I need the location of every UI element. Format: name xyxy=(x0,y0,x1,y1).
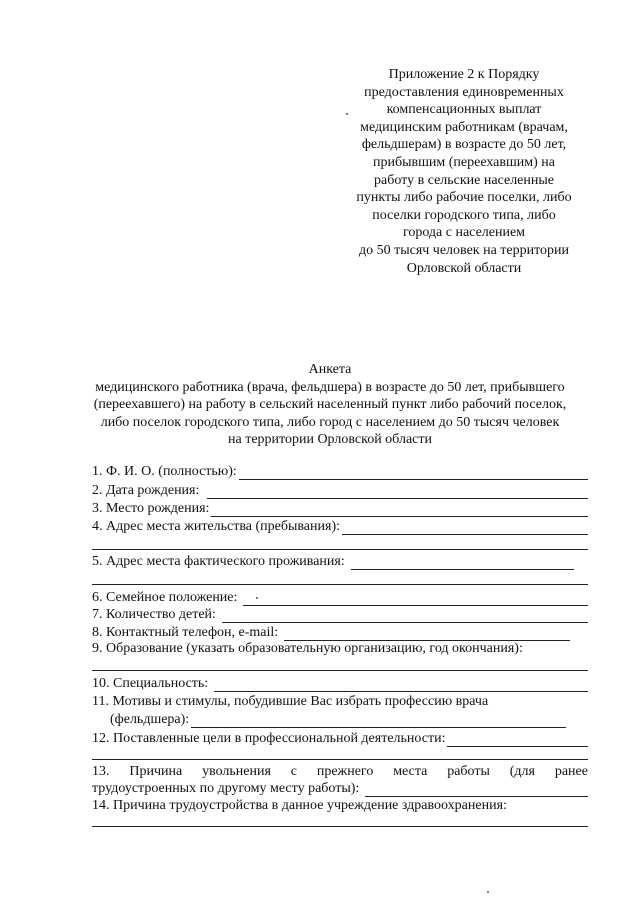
field-employment-reason-label: 14. Причина трудоустройства в данное учреждение здравоохранения: xyxy=(92,798,507,813)
fill-line[interactable] xyxy=(342,521,588,535)
fill-line[interactable] xyxy=(284,627,570,641)
field-label: 6. Семейное положение: xyxy=(92,590,238,605)
field-label: 2. Дата рождения: xyxy=(92,483,200,498)
fill-line[interactable] xyxy=(191,714,566,728)
field-motives-label: 11. Мотивы и стимулы, побудившие Вас избрать профессию врача xyxy=(92,694,489,709)
field-children-count[interactable] xyxy=(92,606,588,623)
field-label: 8. Контактный телефон, e-mail: xyxy=(92,625,279,640)
field-dismissal-reason[interactable] xyxy=(92,780,588,797)
form-title-line: либо поселок городского типа, либо город с населением до 50 тысяч человек xyxy=(100,414,560,430)
appendix-line: работу в сельские населенные xyxy=(374,172,554,188)
fill-line[interactable] xyxy=(92,759,588,760)
field-motives[interactable] xyxy=(110,711,566,728)
appendix-line: поселки городского типа, либо xyxy=(372,207,556,223)
appendix-line: компенсационных выплат xyxy=(386,102,542,118)
appendix-line: предоставления единовременных xyxy=(364,84,564,100)
fill-line[interactable] xyxy=(92,670,588,671)
form-title-heading: Анкета xyxy=(308,362,352,377)
fill-line[interactable] xyxy=(351,556,574,570)
label-word: ранее xyxy=(554,764,588,779)
field-dismissal-reason-label xyxy=(92,764,588,780)
fill-line[interactable] xyxy=(211,503,588,517)
field-birth-place[interactable] xyxy=(92,500,588,517)
label-word: Причина xyxy=(129,764,183,779)
field-label: 4. Адрес места жительства (пребывания): xyxy=(92,519,341,534)
fill-line[interactable] xyxy=(92,549,588,550)
label-word: 13. xyxy=(92,764,110,779)
scan-speck xyxy=(487,891,489,893)
fill-line[interactable] xyxy=(214,678,588,692)
fill-line[interactable] xyxy=(92,826,588,827)
fill-line[interactable] xyxy=(222,609,588,623)
label-word: увольнения xyxy=(202,764,271,779)
field-label: 1. Ф. И. О. (полностью): xyxy=(92,464,237,479)
label-word: места xyxy=(393,764,428,779)
fill-line[interactable] xyxy=(447,733,588,747)
field-contact-phone[interactable] xyxy=(92,624,588,641)
fill-line[interactable] xyxy=(207,485,588,499)
field-label: (фельдшера): xyxy=(110,712,190,727)
field-full-name[interactable] xyxy=(92,463,588,480)
fill-line[interactable] xyxy=(365,783,588,797)
field-education-label: 9. Образование (указать образовательную организацию, год окончания): xyxy=(92,641,523,656)
fill-line[interactable] xyxy=(243,592,588,606)
field-label: 12. Поставленные цели в профессиональной деятельности: xyxy=(92,731,446,746)
scan-speck xyxy=(256,597,258,599)
field-specialty[interactable] xyxy=(92,675,588,692)
field-professional-goals[interactable] xyxy=(92,730,588,747)
appendix-line: прибывшим (переехавшим) на xyxy=(372,154,555,170)
appendix-line: фельдшерам) в возрасте до 50 лет, xyxy=(361,137,567,153)
appendix-line: Приложение 2 к Порядку xyxy=(388,67,540,82)
scan-speck xyxy=(346,113,348,115)
appendix-line: Орловской области xyxy=(406,260,522,276)
appendix-line: медицинским работникам (врачам, xyxy=(360,119,568,135)
label-word: работы xyxy=(447,764,490,779)
field-label: 5. Адрес места фактического проживания: xyxy=(92,554,345,569)
form-title-line: на территории Орловской области xyxy=(228,432,432,448)
label-word: (для xyxy=(509,764,535,779)
field-actual-address[interactable] xyxy=(92,553,588,570)
appendix-line: до 50 тысяч человек на территории xyxy=(358,242,570,258)
fill-line[interactable] xyxy=(239,466,588,480)
field-label: 7. Количество детей: xyxy=(92,607,216,622)
field-marital-status[interactable] xyxy=(92,589,588,606)
field-label: 3. Место рождения: xyxy=(92,501,210,516)
field-birth-date[interactable] xyxy=(92,482,588,499)
form-title-line: (переехавшего) на работу в сельский населенный пункт либо рабочий поселок, xyxy=(93,397,567,413)
fill-line[interactable] xyxy=(92,584,588,585)
field-residence-address[interactable] xyxy=(92,518,588,535)
field-label: трудоустроенных по другому месту работы): xyxy=(92,781,360,796)
appendix-line: города с населением xyxy=(402,225,526,241)
form-title-line: медицинского работника (врача, фельдшера) в возрасте до 50 лет, прибывшего xyxy=(95,379,565,395)
field-label: 10. Специальность: xyxy=(92,676,209,691)
appendix-line: пункты либо рабочие поселки, либо xyxy=(356,190,572,206)
label-word: с xyxy=(290,764,297,779)
label-word: прежнего xyxy=(316,764,374,779)
